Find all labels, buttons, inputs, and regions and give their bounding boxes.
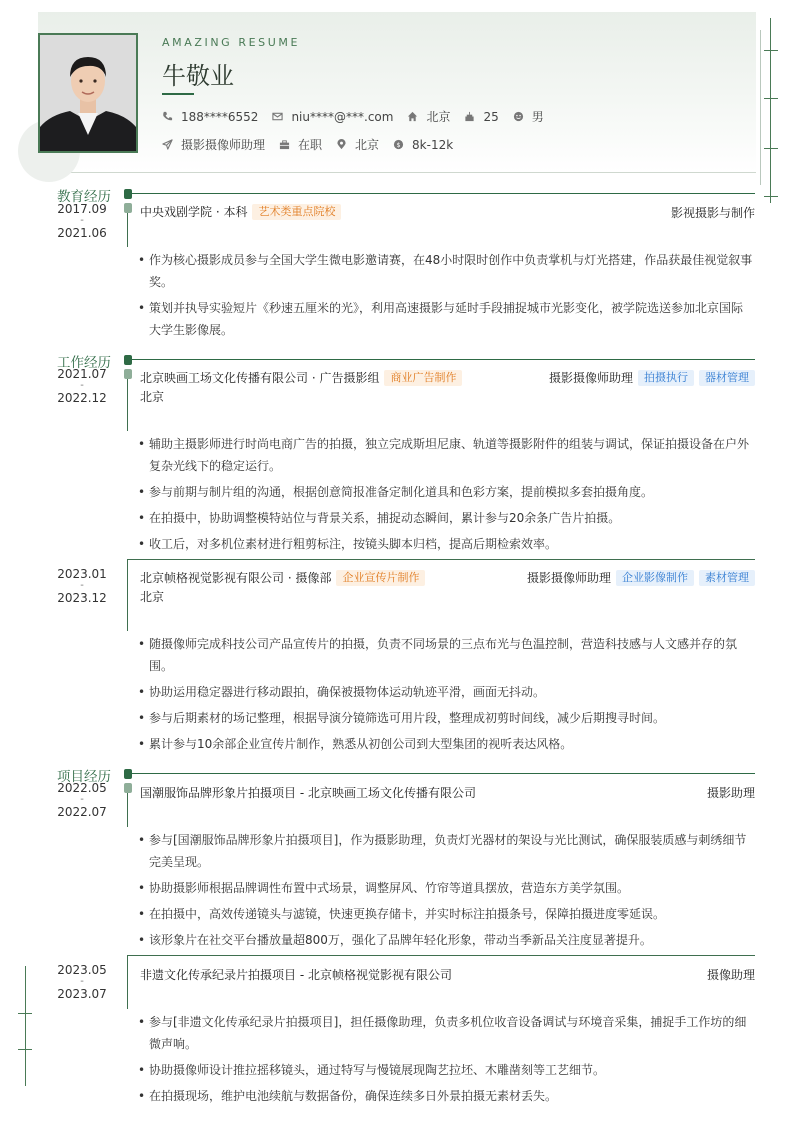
list-item: • 协助运用稳定器进行移动跟拍，确保被摄物体运动轨迹平滑，画面无抖动。 — [138, 685, 546, 699]
timeline-line — [127, 379, 128, 431]
section-title-education: 教育经历 — [57, 189, 111, 205]
salary-item — [393, 138, 453, 152]
job-role-line — [527, 569, 755, 586]
gender-icon — [513, 111, 524, 122]
major-name: 影视摄影与制作 — [670, 206, 755, 220]
job-title: 摄影摄像师助理 — [526, 571, 611, 585]
timeline-line — [127, 955, 128, 1009]
cake-icon — [464, 111, 475, 122]
company-name: 北京映画工场文化传播有限公司 · 广告摄影组 — [140, 371, 380, 385]
status-item — [279, 136, 322, 153]
section-title-project: 项目经历 — [57, 769, 111, 785]
date-separator: - — [80, 794, 84, 805]
mail-icon — [272, 111, 283, 122]
timeline-line — [127, 793, 128, 827]
name-underline — [162, 93, 194, 95]
skill-tag: 器材管理 — [699, 370, 755, 386]
age-text: 25 — [483, 109, 499, 124]
svg-text:$: $ — [396, 140, 401, 149]
date-separator: - — [80, 976, 84, 987]
entry-marker — [124, 203, 132, 213]
briefcase-icon — [279, 139, 290, 150]
decorative-line — [25, 966, 26, 1086]
section-divider — [132, 193, 755, 194]
job-title: 摄影摄像师助理 — [548, 371, 633, 385]
entry-start-date: 2023.01 — [57, 567, 107, 581]
entry-divider — [127, 559, 755, 560]
list-item: • 策划并执导实验短片《秒速五厘米的光》，利用高速摄影与延时手段捕捉城市光影变化，被学院选送参加北京国际大学生影像展。 — [138, 301, 744, 337]
company-line — [140, 569, 425, 586]
entry-marker — [124, 369, 132, 379]
decorative-tick — [18, 1049, 32, 1050]
entry-start-date: 2017.09 — [57, 202, 107, 216]
gender-text: 男 — [531, 110, 544, 124]
target-city: 北京 — [355, 138, 380, 152]
school-tag: 艺术类重点院校 — [252, 204, 341, 220]
entry-end-date: 2023.07 — [57, 987, 107, 1001]
list-item: • 随摄像师完成科技公司产品宣传片的拍摄，负责不同场景的三点布光与色温控制，营造科技感与人文感并存的氛围。 — [138, 637, 738, 673]
company-line — [140, 369, 462, 386]
expected-salary: 8k-12k — [412, 137, 454, 152]
decorative-tick — [764, 98, 778, 99]
list-item: • 在拍摄中，高效传递镜头与滤镜，快速更换存储卡，并实时标注拍摄条号，保障拍摄进度零延误。 — [138, 907, 666, 921]
list-item: • 参与前期与制片组的沟通，根据创意简报准备定制化道具和色彩方案，提前模拟多套拍摄角度。 — [138, 485, 654, 499]
location-pin-icon — [336, 139, 347, 150]
list-item: • 协助摄像师设计推拉摇移镜头，通过特写与慢镜展现陶艺拉坯、木雕凿刻等工艺细节。 — [138, 1063, 606, 1077]
industry-tag: 商业广告制作 — [384, 370, 462, 386]
entry-end-date: 2022.12 — [57, 391, 107, 405]
skill-tag: 企业影像制作 — [616, 570, 694, 586]
timeline-line — [127, 213, 128, 247]
job-intent-row — [162, 136, 467, 153]
school-name: 中央戏剧学院 · 本科 — [140, 205, 248, 219]
project-role: 摄像助理 — [706, 968, 755, 982]
project-name: 国潮服饰品牌形象片拍摄项目 - 北京映画工场文化传播有限公司 — [140, 786, 476, 800]
section-title-work: 工作经历 — [57, 355, 111, 371]
date-separator: - — [80, 380, 84, 391]
entry-end-date: 2022.07 — [57, 805, 107, 819]
section-divider — [132, 773, 755, 774]
employment-status: 在职 — [298, 138, 323, 152]
phone-number: 188****6552 — [181, 109, 259, 124]
profile-photo — [38, 33, 138, 153]
job-city: 北京 — [140, 590, 165, 604]
entry-end-date: 2021.06 — [57, 226, 107, 240]
industry-tag: 企业宣传片制作 — [336, 570, 425, 586]
entry-start-date: 2021.07 — [57, 367, 107, 381]
skill-tag: 素材管理 — [699, 570, 755, 586]
email-address: niu****@***.com — [291, 109, 394, 124]
decorative-line — [760, 30, 761, 185]
section-marker — [124, 769, 132, 779]
target-position-item — [162, 136, 265, 153]
email-item — [272, 110, 393, 124]
home-icon — [407, 111, 418, 122]
age-item — [464, 110, 498, 124]
entry-start-date: 2023.05 — [57, 963, 107, 977]
list-item: • 在拍摄中，协助调整模特站位与背景关系，捕捉动态瞬间，累计参与20余条广告片拍摄。 — [138, 511, 621, 525]
date-separator: - — [80, 580, 84, 591]
project-name: 非遗文化传承纪录片拍摄项目 - 北京帧格视觉影视有限公司 — [140, 968, 452, 982]
list-item: • 收工后，对多机位素材进行粗剪标注，按镜头脚本归档，提高后期检索效率。 — [138, 537, 558, 551]
list-item: • 该形象片在社交平台播放量超800万，强化了品牌年轻化形象，带动当季新品关注度显著提升。 — [138, 933, 652, 947]
decorative-tick — [764, 148, 778, 149]
send-icon — [162, 139, 173, 150]
hometown-item — [407, 108, 450, 125]
list-item: • 在拍摄现场，维护电池续航与数据备份，确保连续多日外景拍摄无素材丢失。 — [138, 1089, 558, 1103]
timeline-line — [127, 559, 128, 631]
gender-item — [513, 108, 544, 125]
list-item: • 参与[非遗文化传承纪录片拍摄项目]，担任摄像助理，负责多机位收音设备调试与环境音采集，捕捉手工作坊的细微声响。 — [138, 1015, 747, 1051]
target-position: 摄影摄像师助理 — [181, 138, 266, 152]
entry-divider — [127, 955, 755, 956]
list-item: • 参与[国潮服饰品牌形象片拍摄项目]，作为摄影助理，负责灯光器材的架设与光比测试，确保服装质感与刺绣细节完美呈现。 — [138, 833, 747, 869]
header-divider — [38, 172, 756, 173]
job-role-line — [549, 369, 755, 386]
decorative-tick — [764, 50, 778, 51]
list-item: • 作为核心摄影成员参与全国大学生微电影邀请赛，在48小时限时创作中负责掌机与灯光搭建，作品获最佳视觉叙事奖。 — [138, 253, 753, 289]
contact-row — [162, 108, 558, 125]
list-item: • 参与后期素材的场记整理，根据导演分镜筛选可用片段，整理成初剪时间线，减少后期搜寻时间。 — [138, 711, 666, 725]
entry-start-date: 2022.05 — [57, 781, 107, 795]
candidate-name: 牛敬业 — [162, 62, 234, 90]
job-city: 北京 — [140, 390, 165, 404]
school-line — [140, 203, 341, 220]
list-item: • 协助摄影师根据品牌调性布置中式场景，调整屏风、竹帘等道具摆放，营造东方美学氛围。 — [138, 881, 630, 895]
decorative-tick — [764, 196, 778, 197]
section-marker — [124, 189, 132, 199]
list-item: • 辅助主摄影师进行时尚电商广告的拍摄，独立完成斯坦尼康、轨道等摄影附件的组装与调试，保证拍摄设备在户外复杂光线下的稳定运行。 — [138, 437, 750, 473]
hometown-text: 北京 — [426, 110, 451, 124]
decorative-tick — [18, 1013, 32, 1014]
brand-label: AMAZING RESUME — [162, 36, 301, 49]
entry-marker — [124, 783, 132, 793]
list-item: • 累计参与10余部企业宣传片制作，熟悉从初创公司到大型集团的视听表达风格。 — [138, 737, 573, 751]
phone-item — [162, 110, 258, 124]
skill-tag: 拍摄执行 — [638, 370, 694, 386]
entry-end-date: 2023.12 — [57, 591, 107, 605]
decorative-line — [770, 18, 771, 203]
target-city-item — [336, 136, 379, 153]
company-name: 北京帧格视觉影视有限公司 · 摄像部 — [140, 571, 332, 585]
salary-icon — [393, 139, 404, 150]
date-separator: - — [80, 215, 84, 226]
section-divider — [132, 359, 755, 360]
phone-icon — [162, 111, 173, 122]
section-marker — [124, 355, 132, 365]
project-role: 摄影助理 — [706, 786, 755, 800]
